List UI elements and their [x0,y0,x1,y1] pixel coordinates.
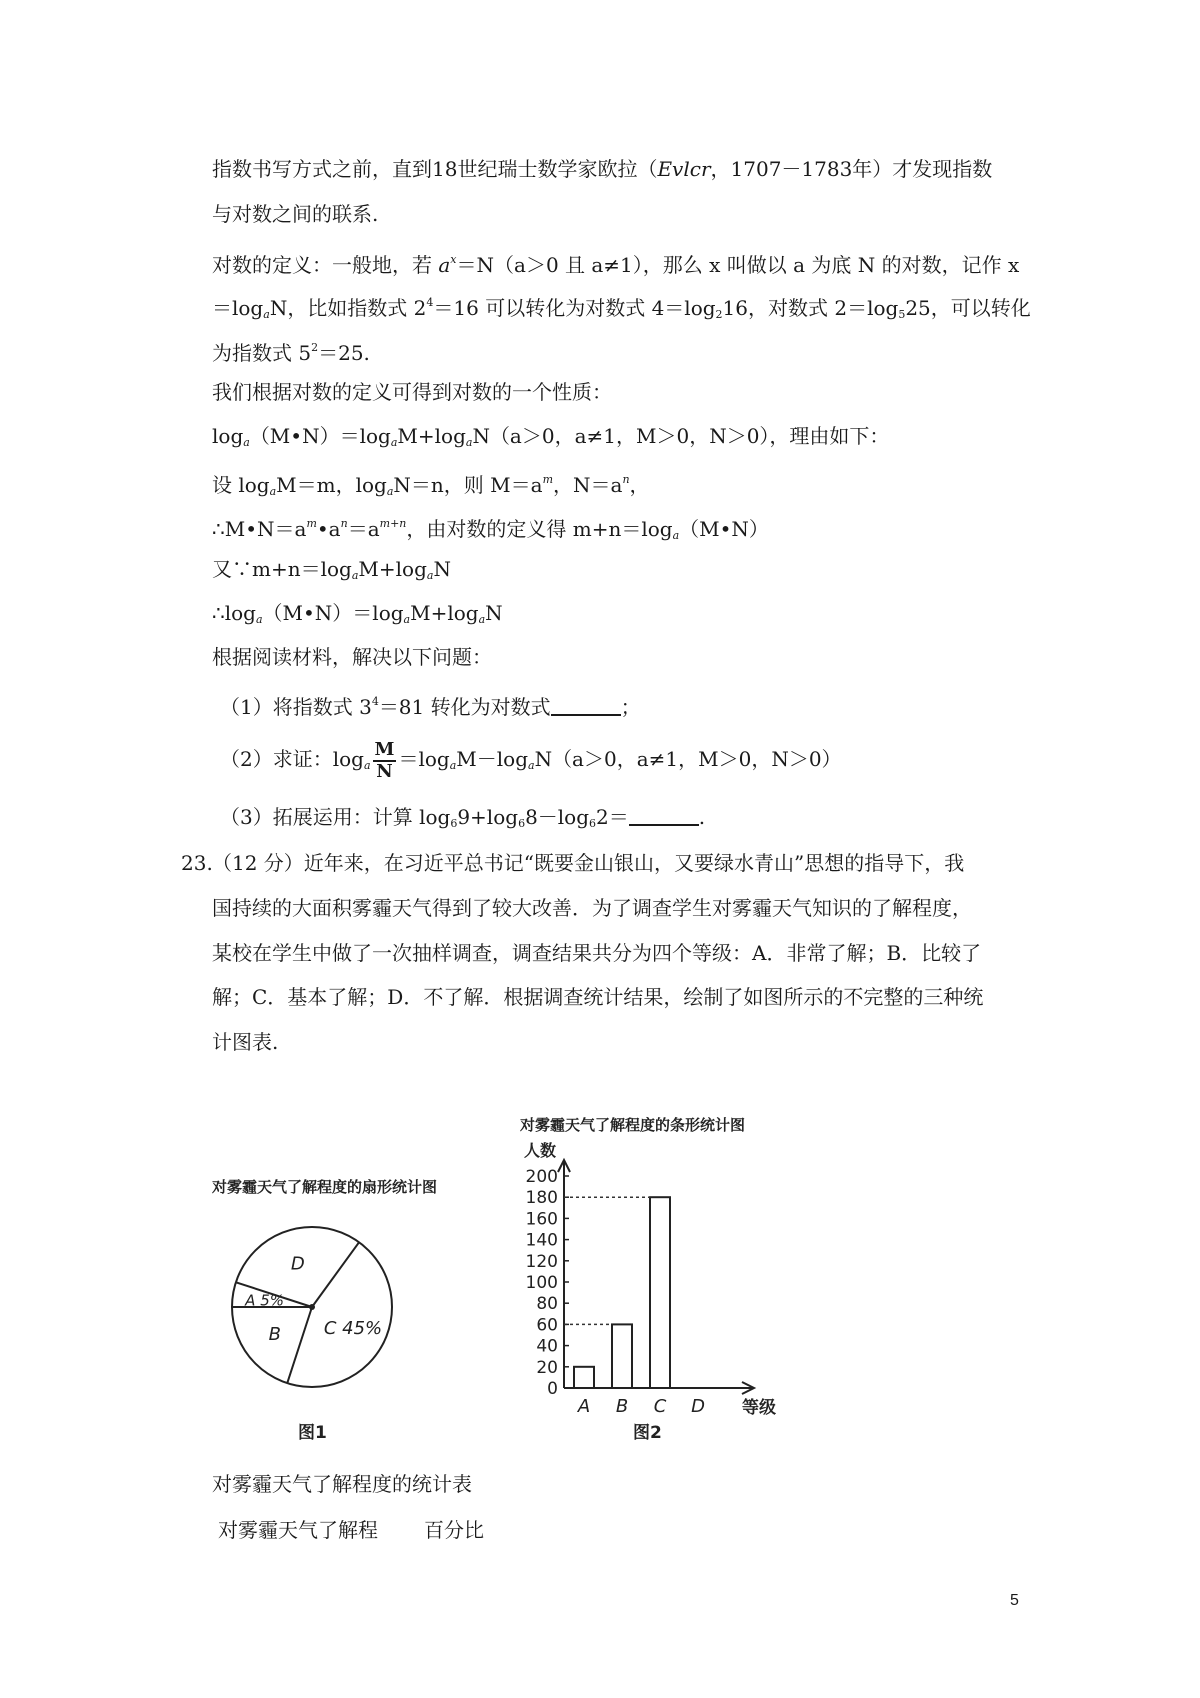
x-tick-label-d: D [691,1396,705,1417]
text-line: 解；C．基本了解；D．不了解．根据调查统计结果，绘制了如图所示的不完整的三种统 [212,985,984,1009]
table-caption: 对雾霾天气了解程度的统计表 [212,1472,472,1496]
x-axis-label: 等级 [742,1398,776,1418]
text-line: 国持续的大面积雾霾天气得到了较大改善．为了调查学生对雾霾天气知识的了解程度， [212,896,972,920]
bar-b [612,1324,632,1388]
text-line: 我们根据对数的定义可得到对数的一个性质： [212,380,612,404]
question-1: （1）将指数式 $3^4=81$ 转化为对数式 ； [220,695,641,719]
pie-slice-label-a: A 5% [245,1291,285,1310]
bar-chart [510,1150,800,1425]
question-2: （2）求证：$\log_a$ $\frac{M}{N}$ $=\log_aM-\log_aN(a>0$，a≠1，M＞0，N＞0） [220,738,842,782]
pie-slice-boundary [287,1307,312,1383]
text-line: 计图表. [212,1030,279,1054]
text-line: $\log_a(M•N)=\log_aM+\log_aN(a>0$，a≠1，M＞0，N＞0），理由如下： [212,424,890,449]
text-line: 与对数之间的联系. [212,202,379,226]
y-tick-label: 140 [525,1230,558,1251]
figure-2-label: 图2 [633,1423,662,1443]
table-header-level: 对雾霾天气了解程 [218,1518,378,1542]
answer-blank[interactable] [551,696,621,716]
answer-blank[interactable] [629,806,699,826]
table-header-percent: 百分比 [424,1518,484,1542]
text-line: 指数书写方式之前，直到18世纪瑞士数学家欧拉（Evlcr，1707－1783年）才发现指数 [212,157,993,181]
figure-1-label: 图1 [298,1423,327,1443]
y-tick-label: 180 [525,1188,558,1209]
x-tick-label-a: A [577,1396,591,1417]
page-number: 5 [1010,1592,1019,1609]
text-line: $\therefore\log_a(M•N)=\log_aM+\log_aN$ [212,601,503,626]
text-line: （12 分）近年来，在习近平总书记“既要金山银山，又要绿水青山”思想的指导下，我 [212,851,965,875]
y-tick-label: 100 [525,1273,558,1293]
pie-chart-title: 对雾霾天气了解程度的扇形统计图 [212,1178,438,1196]
text-line: $=\log_aN$，比如指数式 $2^4=16$ 可以转化为对数式 $4=\log_216$，对数式 $2=\log_525$，可以转化 [212,296,1031,321]
x-tick-label-c: C [653,1396,667,1417]
pie-slice-boundary [312,1242,359,1307]
y-tick-label: 0 [547,1379,558,1399]
pie-slice-label-d: D [290,1253,305,1275]
bar-c [650,1197,670,1388]
y-tick-label: 80 [536,1294,558,1315]
text-line: 某校在学生中做了一次抽样调查，调查结果共分为四个等级：A．非常了解；B．比较了 [212,941,982,965]
pie-chart [200,1210,500,1410]
text-line: 设 $\log_aM=m$，$\log_aN=n$，则 $M=a^m$，$N=a^n$， [212,473,650,498]
y-tick-label: 60 [536,1315,558,1336]
pie-slice-label-b: B [268,1324,281,1346]
y-tick-label: 20 [536,1357,558,1378]
fraction-m-over-n: $\frac{M}{N}$ [374,738,395,782]
bar-a [574,1367,594,1388]
text-line: 为指数式 $5^2=25$. [212,341,370,365]
x-tick-label-b: B [615,1396,629,1417]
text-line: 根据阅读材料，解决以下问题： [212,645,492,669]
question-3: （3）拓展运用：计算 $\log_69+\log_68-\log_62=$ . [220,805,706,830]
text-line: 又$\because m+n=\log_aM+\log_aN$ [212,557,451,582]
y-tick-label: 160 [525,1209,558,1230]
y-tick-label: 200 [525,1167,558,1187]
bar-chart-title: 对雾霾天气了解程度的条形统计图 [520,1116,746,1134]
pie-slice-label-c: C 45% [323,1317,383,1339]
question-number: 23. [181,851,213,875]
pie-center [309,1304,315,1310]
y-tick-label: 40 [536,1336,558,1357]
text-line: $\therefore M•N=a^m•a^n=a^{m+n}$，由对数的定义得 $m+n=\log_a(M•N)$ [212,517,769,542]
text-line: 对数的定义：一般地，若 $a^x=N(a>0$ 且 a≠1），那么 x 叫做以 a 为底 N 的对数，记作 x [212,253,1020,277]
bar-chart-ylabel: 人数 [524,1141,557,1160]
y-tick-label: 120 [525,1251,558,1272]
